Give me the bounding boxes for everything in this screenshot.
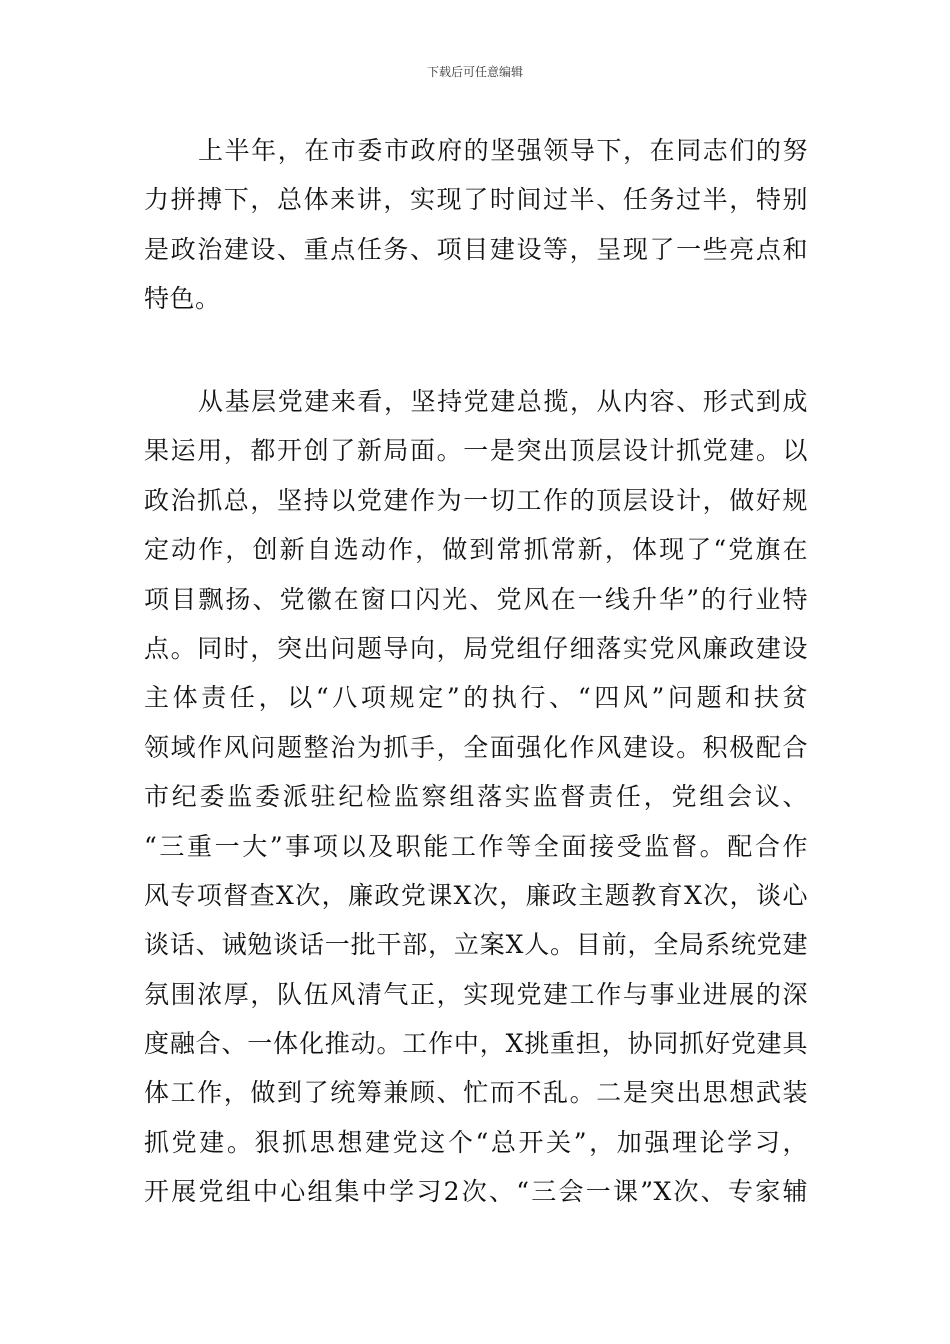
text-line: 开展党组中心组集中学习2次、“三会一课”X次、专家辅	[144, 1177, 808, 1207]
text-line: 领域作风问题整治为抓手，全面强化作风建设。积极配合	[144, 732, 808, 762]
text-line: 度融合、一体化推动。工作中，X挑重担，协同抓好党建具	[144, 1029, 808, 1059]
text-line: 点。同时，突出问题导向，局党组仔细落实党风廉政建设	[144, 633, 808, 663]
text-line: 政治抓总，坚持以党建作为一切工作的顶层设计，做好规	[144, 485, 808, 515]
text-line: 特色。	[144, 284, 221, 314]
text-line: 项目飘扬、党徽在窗口闪光、党风在一线升华”的行业特	[144, 584, 808, 614]
text-line: 主体责任，以“八项规定”的执行、“四风”问题和扶贫	[144, 683, 808, 713]
text-line: 氛围浓厚，队伍风清气正，实现党建工作与事业进展的深	[144, 979, 808, 1009]
text-line: 力拼搏下，总体来讲，实现了时间过半、任务过半，特别	[144, 185, 808, 215]
text-line: 果运用，都开创了新局面。一是突出顶层设计抓党建。以	[144, 436, 808, 466]
text-line: 谈话、诫勉谈话一批干部，立案X人。目前，全局系统党建	[144, 930, 808, 960]
paragraph-1	[144, 126, 808, 324]
text-line: 市纪委监委派驻纪检监察组落实监督责任，党组会议、	[144, 782, 808, 812]
text-line: 从基层党建来看，坚持党建总揽，从内容、形式到成	[198, 387, 808, 416]
text-line: 风专项督查X次，廉政党课X次，廉政主题教育X次，谈心	[144, 880, 808, 910]
text-line: 上半年，在市委市政府的坚强领导下，在同志们的努	[198, 136, 808, 165]
paragraph-2	[144, 377, 808, 1217]
page-header: 下载后可任意编辑	[426, 65, 523, 79]
text-line: 抓党建。狠抓思想建党这个“总开关”，加强理论学习，	[144, 1127, 808, 1157]
text-line: 体工作，做到了统筹兼顾、忙而不乱。二是突出思想武装	[144, 1078, 808, 1108]
text-line: “三重一大”事项以及职能工作等全面接受监督。配合作	[144, 831, 808, 861]
text-line: 是政治建设、重点任务、项目建设等，呈现了一些亮点和	[144, 234, 808, 264]
text-line: 定动作，创新自选动作，做到常抓常新，体现了“党旗在	[144, 535, 808, 565]
